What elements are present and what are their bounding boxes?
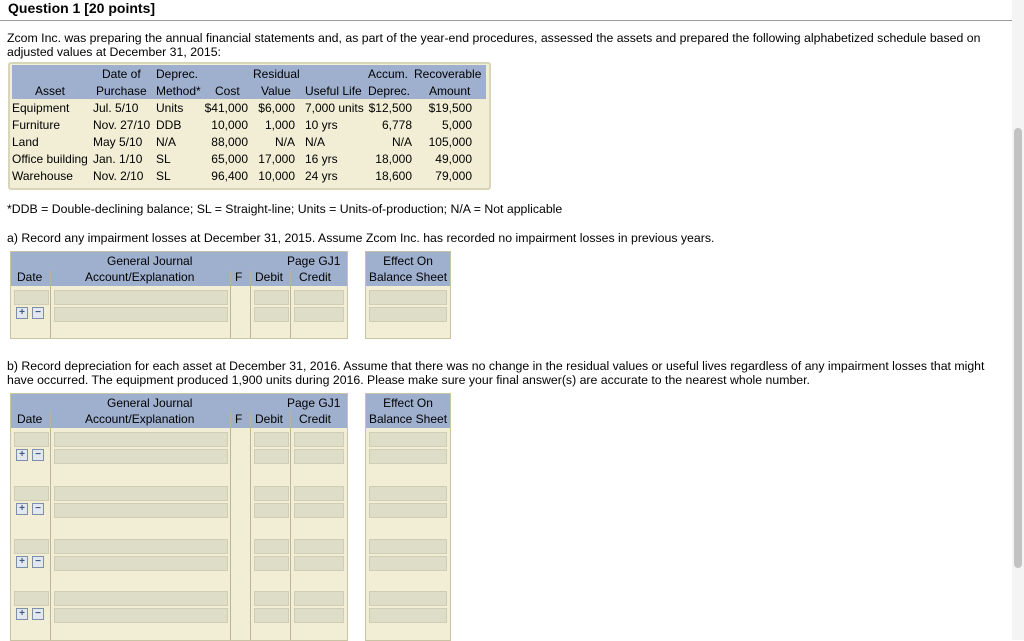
- header-accum-deprec: Deprec.: [368, 84, 411, 98]
- remove-row-icon[interactable]: −: [32, 503, 44, 515]
- effect-input[interactable]: [369, 591, 447, 606]
- scrollbar-thumb[interactable]: [1014, 128, 1022, 568]
- cell-accum: $12,500: [368, 101, 412, 115]
- credit-input[interactable]: [294, 539, 344, 554]
- header-cost: Cost: [215, 84, 240, 98]
- header-deprec: Deprec.: [156, 67, 199, 81]
- cell-residual: 10,000: [258, 169, 295, 183]
- debit-input[interactable]: [254, 591, 289, 606]
- effect-on-label: Effect On: [383, 396, 433, 410]
- cell-recoverable: 79,000: [435, 169, 472, 183]
- add-row-icon[interactable]: +: [16, 503, 28, 515]
- header-date-of: Date of: [102, 67, 141, 81]
- cell-accum: 6,778: [381, 118, 412, 132]
- cell-life: 16 yrs: [305, 152, 338, 166]
- remove-row-icon[interactable]: −: [32, 449, 44, 461]
- date-input[interactable]: [14, 290, 49, 305]
- debit-input[interactable]: [254, 307, 289, 322]
- effect-input[interactable]: [369, 608, 447, 623]
- cell-asset: Equipment: [12, 101, 70, 115]
- col-credit: Credit: [299, 270, 332, 284]
- effect-input[interactable]: [369, 556, 447, 571]
- account-input[interactable]: [54, 608, 228, 623]
- cell-method: N/A: [156, 135, 177, 149]
- cell-cost: 10,000: [211, 118, 248, 132]
- credit-input[interactable]: [294, 556, 344, 571]
- date-input[interactable]: [14, 432, 49, 447]
- col-divider: [290, 412, 291, 640]
- effect-input[interactable]: [369, 539, 447, 554]
- account-input[interactable]: [54, 307, 228, 322]
- cell-life: 7,000 units: [305, 101, 364, 115]
- add-row-icon[interactable]: +: [16, 307, 28, 319]
- col-debit: Debit: [255, 412, 284, 426]
- effect-a: [365, 251, 451, 339]
- col-divider: [50, 270, 51, 338]
- cell-date: Jul. 5/10: [93, 101, 139, 115]
- cell-asset: Warehouse: [12, 169, 73, 183]
- journal-title: General Journal: [107, 396, 193, 410]
- col-f: F: [235, 412, 243, 426]
- title-divider: [0, 20, 1012, 21]
- cell-recoverable: 5,000: [441, 118, 472, 132]
- question-intro: Zcom Inc. was preparing the annual financial statements and, as part of the year-end procedures, assessed the assets and prepared the following alphabetized schedule based on adjusted values at December 31, 2015:: [7, 31, 981, 59]
- header-useful-life: Useful Life: [305, 84, 362, 98]
- effect-input[interactable]: [369, 503, 447, 518]
- cell-life: 10 yrs: [305, 118, 338, 132]
- part-b-text: b) Record depreciation for each asset at December 31, 2016. Assume that there was no change in the residual values or useful lives regardless of any impairment losses that might have occurred. The equipment produced 1,900 units during 2016. Please make sure your final answer(s) are accurate to the nearest whole number.: [7, 359, 985, 387]
- question-title: Question 1 [20 points]: [8, 0, 156, 16]
- balance-sheet-label: Balance Sheet: [368, 270, 448, 284]
- cell-method: SL: [156, 152, 171, 166]
- debit-input[interactable]: [254, 539, 289, 554]
- col-credit: Credit: [299, 412, 332, 426]
- add-row-icon[interactable]: +: [16, 556, 28, 568]
- date-input[interactable]: [14, 591, 49, 606]
- header-recoverable: Recoverable: [414, 67, 482, 81]
- header-asset: Asset: [35, 84, 66, 98]
- credit-input[interactable]: [294, 503, 344, 518]
- col-divider: [230, 412, 231, 640]
- credit-input[interactable]: [294, 307, 344, 322]
- col-account: Account/Explanation: [85, 412, 195, 426]
- debit-input[interactable]: [254, 503, 289, 518]
- journal-page: Page GJ1: [287, 396, 341, 410]
- cell-asset: Furniture: [12, 118, 61, 132]
- cell-residual: 1,000: [264, 118, 295, 132]
- col-divider: [290, 270, 291, 338]
- effect-input[interactable]: [369, 486, 447, 501]
- account-input[interactable]: [54, 539, 228, 554]
- cell-date: Nov. 27/10: [93, 118, 151, 132]
- credit-input[interactable]: [294, 432, 344, 447]
- debit-input[interactable]: [254, 556, 289, 571]
- cell-accum: 18,000: [375, 152, 412, 166]
- cell-date: May 5/10: [93, 135, 143, 149]
- credit-input[interactable]: [294, 486, 344, 501]
- credit-input[interactable]: [294, 449, 344, 464]
- add-row-icon[interactable]: +: [16, 608, 28, 620]
- col-divider: [250, 412, 251, 640]
- col-debit: Debit: [255, 270, 284, 284]
- journal-b: [10, 393, 348, 641]
- date-input[interactable]: [14, 486, 49, 501]
- effect-on-label: Effect On: [383, 254, 433, 268]
- account-input[interactable]: [54, 486, 228, 501]
- debit-input[interactable]: [254, 486, 289, 501]
- cell-cost: 88,000: [211, 135, 248, 149]
- account-input[interactable]: [54, 556, 228, 571]
- header-value: Value: [261, 84, 291, 98]
- account-input[interactable]: [54, 503, 228, 518]
- cell-recoverable: $19,500: [428, 101, 472, 115]
- account-input[interactable]: [54, 290, 228, 305]
- col-divider: [250, 270, 251, 338]
- effect-input[interactable]: [369, 449, 447, 464]
- header-method: Method*: [156, 84, 201, 98]
- header-residual: Residual: [253, 67, 300, 81]
- col-date: Date: [17, 270, 43, 284]
- header-amount: Amount: [429, 84, 471, 98]
- remove-row-icon[interactable]: −: [32, 608, 44, 620]
- cell-accum: 18,600: [375, 169, 412, 183]
- cell-method: Units: [156, 101, 184, 115]
- col-account: Account/Explanation: [85, 270, 195, 284]
- effect-input[interactable]: [369, 290, 447, 305]
- debit-input[interactable]: [254, 608, 289, 623]
- debit-input[interactable]: [254, 449, 289, 464]
- col-f: F: [235, 270, 243, 284]
- cell-cost: 65,000: [211, 152, 248, 166]
- col-divider: [230, 270, 231, 338]
- cell-recoverable: 105,000: [428, 135, 472, 149]
- cell-residual: N/A: [274, 135, 295, 149]
- journal-a: [10, 251, 348, 339]
- journal-title: General Journal: [107, 254, 193, 268]
- balance-sheet-label: Balance Sheet: [368, 412, 448, 426]
- cell-residual: 17,000: [258, 152, 295, 166]
- cell-residual: $6,000: [258, 101, 295, 115]
- credit-input[interactable]: [294, 591, 344, 606]
- col-date: Date: [17, 412, 43, 426]
- header-accum: Accum.: [368, 67, 409, 81]
- asset-schedule-table: [8, 62, 491, 190]
- cell-life: 24 yrs: [305, 169, 338, 183]
- cell-date: Jan. 1/10: [93, 152, 143, 166]
- method-footnote: *DDB = Double-declining balance; SL = Straight-line; Units = Units-of-production; N/A = Not applicable: [7, 202, 563, 216]
- cell-cost: 96,400: [211, 169, 248, 183]
- account-input[interactable]: [54, 432, 228, 447]
- cell-method: SL: [156, 169, 171, 183]
- remove-row-icon[interactable]: −: [32, 307, 44, 319]
- cell-cost: $41,000: [204, 101, 248, 115]
- credit-input[interactable]: [294, 608, 344, 623]
- effect-input[interactable]: [369, 307, 447, 322]
- cell-recoverable: 49,000: [435, 152, 472, 166]
- cell-life: N/A: [305, 135, 326, 149]
- account-input[interactable]: [54, 449, 228, 464]
- part-a-text: a) Record any impairment losses at December 31, 2015. Assume Zcom Inc. has recorded no impairment losses in previous years.: [7, 231, 715, 245]
- debit-input[interactable]: [254, 290, 289, 305]
- cell-asset: Land: [12, 135, 39, 149]
- col-divider: [50, 412, 51, 640]
- journal-page: Page GJ1: [287, 254, 341, 268]
- account-input[interactable]: [54, 591, 228, 606]
- effect-b: [365, 393, 451, 641]
- header-purchase: Purchase: [96, 84, 147, 98]
- effect-input[interactable]: [369, 432, 447, 447]
- cell-method: DDB: [156, 118, 182, 132]
- date-input[interactable]: [14, 539, 49, 554]
- cell-date: Nov. 2/10: [93, 169, 144, 183]
- cell-asset: Office building: [12, 152, 88, 166]
- add-row-icon[interactable]: +: [16, 449, 28, 461]
- debit-input[interactable]: [254, 432, 289, 447]
- credit-input[interactable]: [294, 290, 344, 305]
- vertical-scrollbar[interactable]: [1012, 0, 1024, 640]
- cell-accum: N/A: [391, 135, 412, 149]
- remove-row-icon[interactable]: −: [32, 556, 44, 568]
